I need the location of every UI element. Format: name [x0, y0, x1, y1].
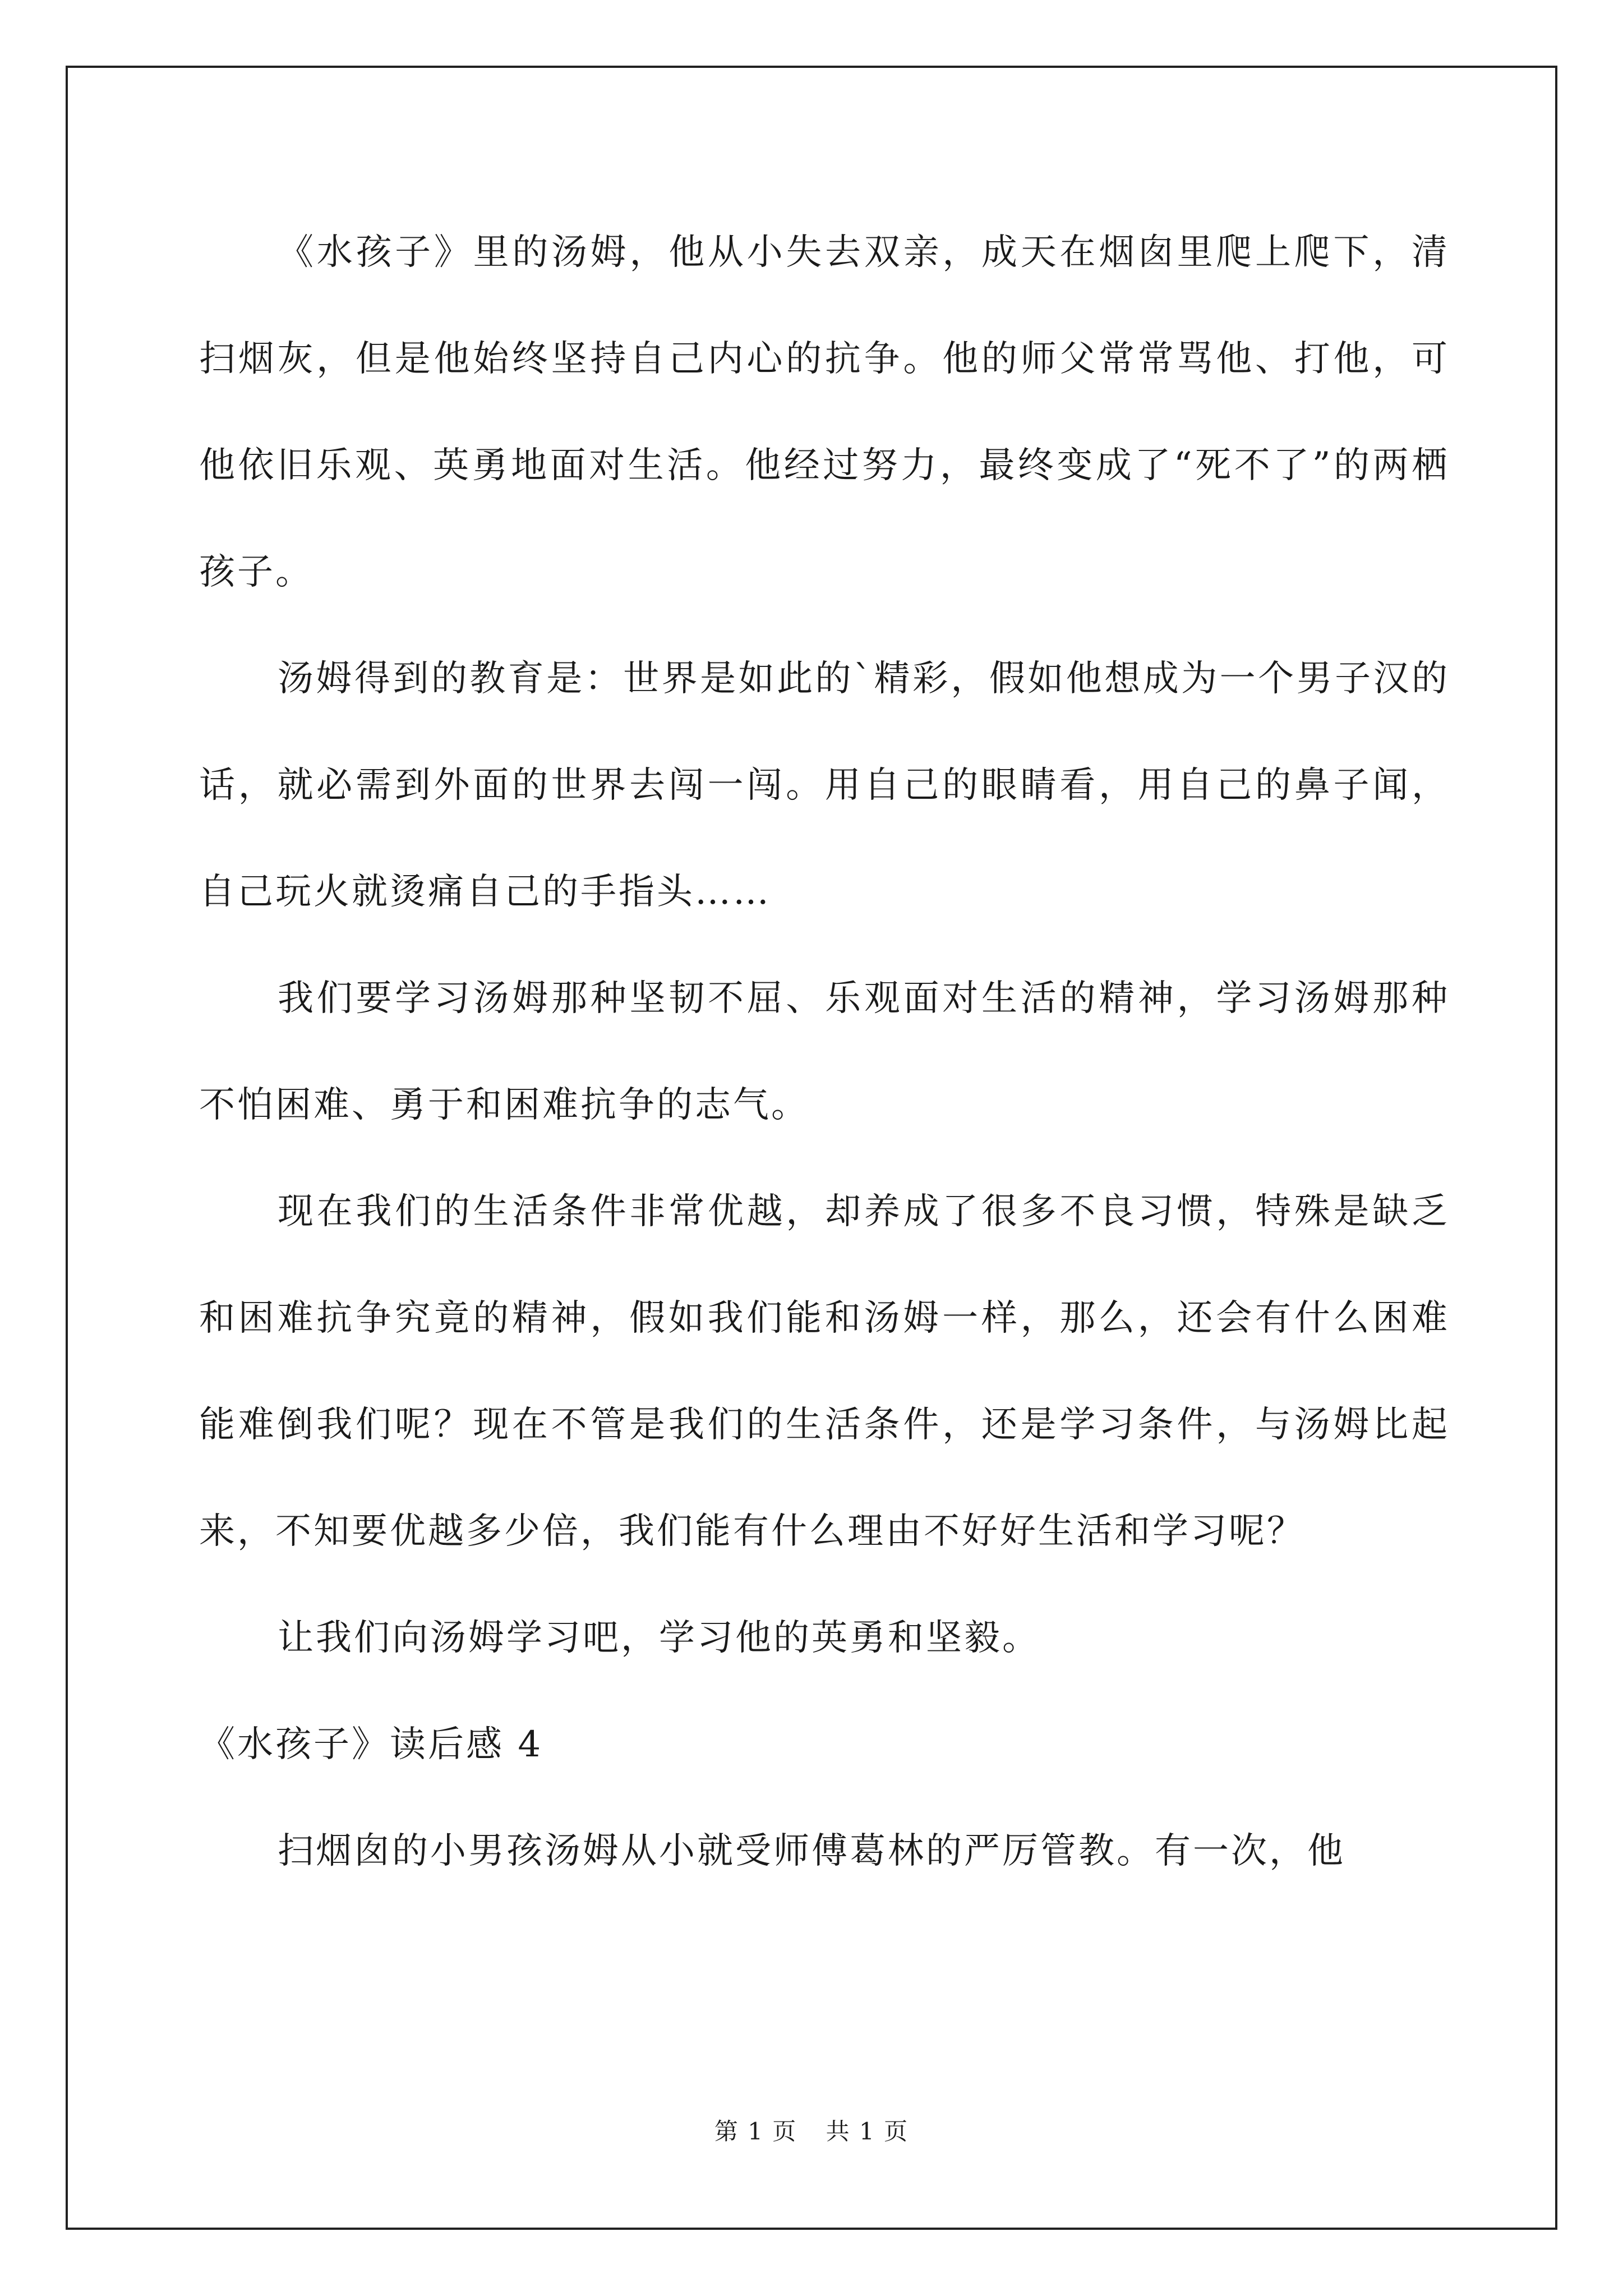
paragraph-1: 《水孩子》里的汤姆，他从小失去双亲，成天在烟囱里爬上爬下，清扫烟灰，但是他始终坚持自己内心的抗争。他的师父常常骂他、打他，可他依旧乐观、英勇地面对生活。他经过努力，最终变成了“死不了”的两栖孩子。	[199, 232, 1450, 593]
section-heading: 《水孩子》读后感 4	[199, 1724, 543, 1765]
page-number-current: 第 1 页	[714, 2118, 797, 2145]
paragraph-4: 现在我们的生活条件非常优越，却养成了很多不良习惯，特殊是缺乏和困难抗争究竟的精神，假如我们能和汤姆一样，那么，还会有什么困难能难倒我们呢？现在不管是我们的生活条件，还是学习条件，与汤姆比起来，不知要优越多少倍，我们能有什么理由不好好生活和学习呢？	[199, 1191, 1450, 1552]
paragraph-6: 扫烟囱的小男孩汤姆从小就受师傅葛林的严厉管教。有一次，他	[278, 1830, 1345, 1872]
paragraph-2: 汤姆得到的教育是：世界是如此的`精彩，假如他想成为一个男子汉的话，就必需到外面的世界去闯一闯。用自己的眼睛看，用自己的鼻子闻，自己玩火就烫痛自己的手指头……	[199, 658, 1450, 913]
paragraph-3: 我们要学习汤姆那种坚韧不屈、乐观面对生活的精神，学习汤姆那种不怕困难、勇于和困难抗争的志气。	[199, 978, 1450, 1126]
document-body	[199, 199, 1450, 1904]
page-number-total: 共 1 页	[826, 2118, 909, 2145]
page-footer	[0, 2115, 1623, 2148]
paragraph-5: 让我们向汤姆学习吧，学习他的英勇和坚毅。	[278, 1617, 1040, 1659]
